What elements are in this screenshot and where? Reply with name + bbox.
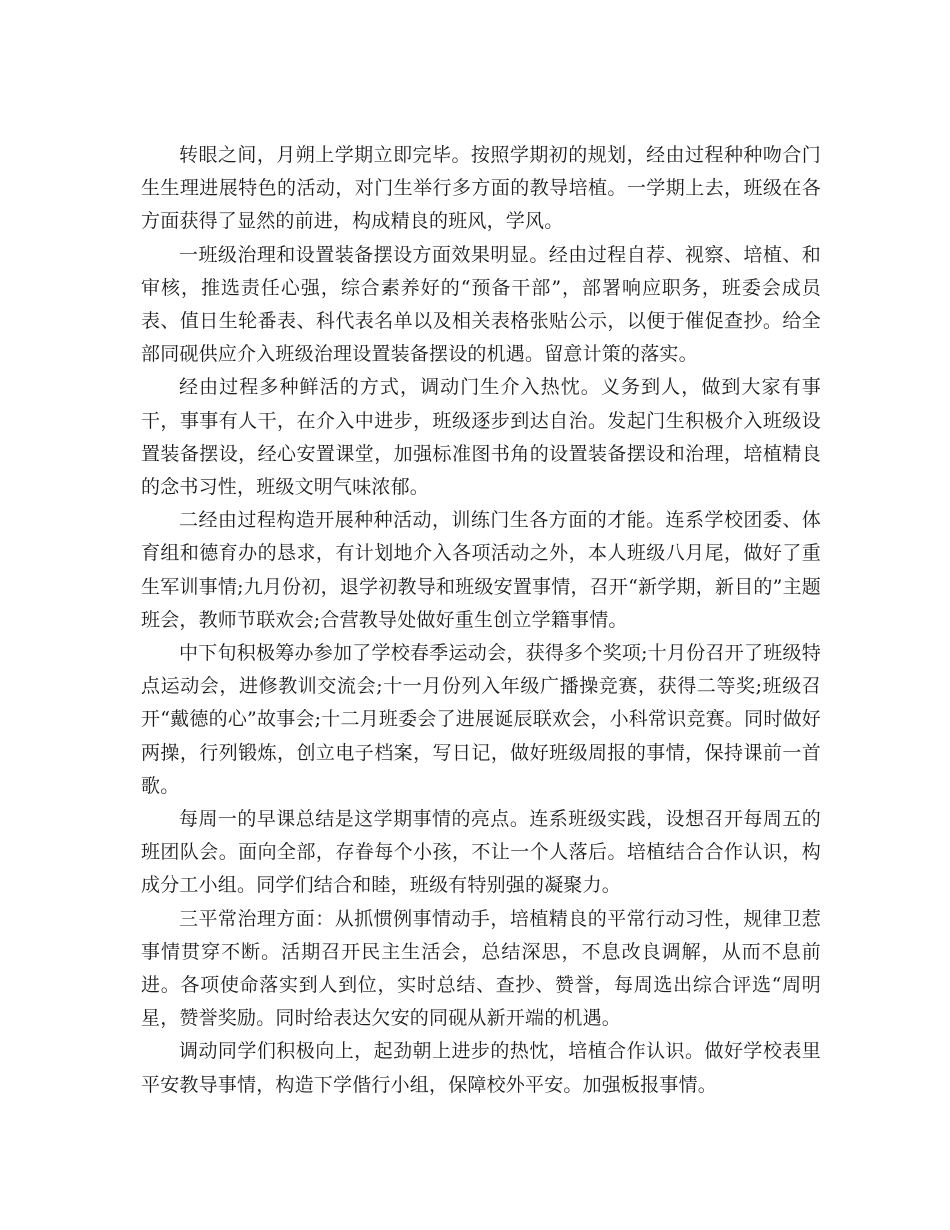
- paragraph-activities: 二经由过程构造开展种种活动，训练门生各方面的才能。连系学校团委、体育组和德育办的恳求，有计划地介入各项活动之外，本人班级八月尾，做好了重生军训事情;九月份初，退学初教导和班级安置事情，召开“新学期，新目的”主题班会，教师节联欢会;合营教导处做好重生创立学籍事情。: [141, 509, 821, 631]
- paragraph-class-management: 一班级治理和设置装备摆设方面效果明显。经由过程自荐、视察、培植、和审核，推选责任心强，综合素养好的“预备干部”，部署响应职务，班委会成员表、值日生轮番表、科代表名单以及相关表格张贴公示，以便于催促查抄。给全部同砚供应介入班级治理设置装备摆设的机遇。留意计策的落实。: [141, 243, 821, 366]
- paragraph-weekly-summary: 每周一的早课总结是这学期事情的亮点。连系班级实践，设想召开每周五的班团队会。面向全部，存眷每个小孩，不让一个人落后。培植结合合作认识，构成分工小组。同学们结合和睦，班级有特别强的凝聚力。: [141, 808, 821, 897]
- document-body: [141, 139, 821, 1102]
- paragraph-events: 中下旬积极筹办参加了学校春季运动会，获得多个奖项;十月份召开了班级特点运动会，进修教训交流会;十一月份列入年级广播操竞赛，获得二等奖;班级召开“戴德的心”故事会;十二月班委会了进展诞辰联欢会，小科常识竞赛。同时做好两操，行列锻炼，创立电子档案，写日记，做好班级周报的事情，保持课前一首歌。: [141, 642, 821, 797]
- paragraph-safety: 调动同学们积极向上，起劲朝上进步的热忱，培植合作认识。做好学校表里平安教导事情，构造下学偕行小组，保障校外平安。加强板报事情。: [141, 1040, 821, 1096]
- paragraph-daily-management: 三平常治理方面：从抓惯例事情动手，培植精良的平常行动习性，规律卫惹事情贯穿不断。活期召开民主生活会，总结深思，不息改良调解，从而不息前进。各项使命落实到人到位，实时总结、查抄、赞誉，每周选出综合评选“周明星，赞誉奖励。同时给表达欠安的同砚从新开端的机遇。: [141, 907, 821, 1030]
- paragraph-intro: 转眼之间，月朔上学期立即完毕。按照学期初的规划，经由过程种种吻合门生生理进展特色的活动，对门生举行多方面的教导培植。一学期上去，班级在各方面获得了显然的前进，构成精良的班风，学风。: [141, 144, 821, 233]
- paragraph-student-participation: 经由过程多种鲜活的方式，调动门生介入热忱。义务到人，做到大家有事干，事事有人干，在介入中进步，班级逐步到达自治。发起门生积极介入班级设置装备摆设，经心安置课堂，加强标准图书角的设置装备摆设和治理，培植精良的念书习性，班级文明气味浓郁。: [141, 376, 821, 499]
